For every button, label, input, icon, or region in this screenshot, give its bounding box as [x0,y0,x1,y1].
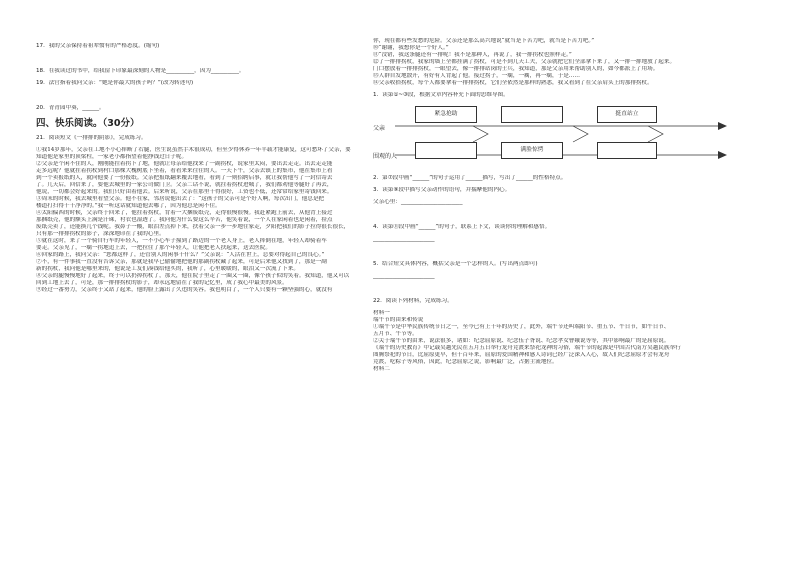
text-line [36,55,376,63]
text-line [373,211,761,219]
mind-map-diagram [373,104,733,170]
text-line: 1．读第①~③段，根据文章内容补充下面的思维导图。 [373,92,509,98]
text-line: 走多远呢？他就拄着拐杖到村口那棵大槐树底下坐着，看看来来往往的人。一天下午，父亲去镇上的集市，他在集市上看 [36,168,333,174]
text-line [373,285,761,293]
text-line: ⑬人群自发地散开，有好有人背起了他。接过拐子，一瘸，一瘸，再一瘸，于是…… [373,73,580,79]
text-line: ______________________ [373,236,435,242]
text-line: 门口摆放着一排排拐杖，一眼望去，像一排排站岗的士兵，我知道，那是父亲用来帮助别人的，如今都派上了用场。 [373,66,659,72]
text-line: ①端午节是中华民族传统节日之一，至今已有上千年的历史了，此外，端午节还叫端阳节、重五节、午日节，如午日节、 [373,324,670,330]
diagram-box-top-3[interactable]: 挺直站立 [597,106,657,123]
text-line: 新的拐杖，我问他是哪里来的，他说是工友们凑钱给他买的，我听了，心里暖暖的，眼泪又一次流了下来。 [36,266,299,272]
text-line: ⑧父亲的腿慢慢地好了起来，终于可以扔掉拐杖了，那天，他在院子里走了一圈又一圈，像个孩子似的笑着。我知道，他又可以 [36,273,350,279]
text-line: 了。几天后，回信来了，要他去城里的一家公司做门卫。父亲二话不说，就拄着拐杖进城了，我们都劝他等腿好了再去， [36,182,333,188]
text-line: 图腾祭祀的节日，比屈原更早，但千百年来，屈原的爱国精神和感人诗词已经广泛深入人心，故人们纪念屈原才会有龙舟 [373,352,670,358]
diagram-box-bottom-2[interactable]: 满脸惊愕 [501,142,563,159]
text-line: ⑭父亲收拾拐杖，每个人都要拿着一排排拐杖，它们全依然是那样的熟悉，我又看到了在父亲肩头上的那排拐杖。 [373,80,653,86]
text-line: 竞渡，吃粽子等风俗，因此，纪念屈原之说，影响最广泛，占据主流地位。 [373,359,558,365]
onlookers-label: 围观的人 [373,153,398,160]
father-label: 父亲 [373,125,386,132]
text-line: 父亲心里：______________________ [373,199,463,205]
text-line: 楼道打扫得干干净净的。”我一听这话就知道他去哪了，因为他总是闲不住。 [36,203,221,209]
right-column [373,38,761,373]
text-line: ⑫了一排排拐杖，我家的墙上全都挂满了拐杖，可是不到几天工夫，父亲就把它们全部拿下来了，又一排一排地放了起来。 [373,59,676,65]
text-line: 19．法官指着我问父亲：“她是你最大的孩子吗？”(改为转述句) [36,80,194,86]
text-line: 五月节、午节等。 [373,331,418,337]
left-column [36,38,376,294]
text-line: ⑩“谢谢，我想你是一个好人。” [373,45,449,51]
text-line [373,248,761,256]
text-line: 你，现在都有些发愁的危险。父亲还是那么高兴地说“就当是下苦力吧，就当是下苦力吧。” [373,38,595,44]
text-line: ⑤就在这时，来了一个骑自行车的年轻人，一不小心车子撞到了路边的一个老人身上，老人摔倒在地，年轻人却骑着车 [36,238,327,244]
text-line: 22．阅读下列材料，完成练习。 [373,298,453,304]
text-line [36,92,376,100]
diagram-box-bottom-1[interactable] [415,142,477,159]
text-line: ______________________ [373,273,435,279]
text-line: 知道他是家里的顶梁柱，一家老小都指望着他挣钱过日子呢。 [36,154,188,160]
section-heading: 四、快乐阅读。（30分） [36,118,140,129]
text-line: ⑥回家的路上，我问父亲：“您都这样了，还管别人的闲事干什么？”父亲说：“人活在世上，总要对得起自己的良心。” [36,252,325,258]
text-line: ⑨经过一番努力，父亲终于又站了起来，他的脸上露出了久违的笑容。我也明白了，一个人只要有一颗坚强的心，就没有 [36,287,333,293]
text-line: 那捆纸壳，他的额头上满是汗珠，衬衣也湿透了。我问他为什么要这么辛苦，他笑着说，一个人在家闲着也是闲着，捡点 [36,217,333,223]
text-line: 3．读第⑨段中描写父亲动作的语句，并揣摩他的内心。 [373,187,511,193]
text-line: 4．读第⑪段中画“______”的句子，联系上下文，谈谈你的理解和感悟。 [373,224,551,230]
text-line: 20．青青园中葵，______。 [36,105,105,111]
diagram-box-top-2[interactable] [501,106,563,123]
text-line: 要走。父亲见了，一瘸一拐地追上去，一把拉住了那个年轻人，让他把老人扶起来，送去医院。 [36,245,271,251]
text-line: 《端午的历史教育》中记载吴越先民在五月五日举行龙舟竞渡来祭祀龙神的习俗，端午节的起源是中国古代南方吴越民族举行 [373,345,681,351]
text-line: ②父亲是个闲不住的人，刚刚能拄着拐下了地，他就让母亲给他找来了一副拐杖，说家里太闷，要出去走走。出去走走能 [36,161,333,167]
text-line: ⑪“没错，我这条腿还有一排呢！我不是那种人，再说了，我一排拐杖也照样走。” [373,52,572,58]
text-line: 端午节的由来和传说 [373,317,424,323]
text-line: 只有那一排排拐杖的影子，深深地印在了我的心里。 [36,231,165,237]
diagram-box-bottom-3[interactable] [597,142,657,159]
text-line: 2．第⑦段中画“______”的句子运用了______描写，写出了______的性格特点。 [373,175,567,181]
text-line: ③周末的时候，我去城里看望父亲。他不在家，邻居说他出去了：“这孩子的父亲可是个好人啊，每次出门，他总是把 [36,196,325,202]
text-line: ②关于端午节的由来，说法很多，诸如：纪念屈原说、纪念伍子胥说、纪念孝女曹娥说等等，其中影响最广的是屈原说。 [373,338,670,344]
text-line: 回到工地上去了，可是，那一排排拐杖的影子，却永远地留在了我的记忆里，成了我心中最美的风景。 [36,280,288,286]
text-line: 21．阅读短文《一排排的阴影》，完成练习。 [36,135,147,141]
text-line: 材料二 [373,366,390,372]
text-line: ⑦不，有一件事我一直没有告诉父亲，那就是我早已偷偷地把他的那副拐杖藏了起来，可是后来他又找到了，那是一副 [36,259,327,265]
text-line: 他说，一切都会好起来的。我们只好由着他去。后来听说，父亲在那里干得很好，工资也不低，还常常给家里寄钱回来。 [36,189,333,195]
text-line: 5．结合短文具体内容，概括父亲是一个怎样的人。(写出两点即可) [373,261,538,267]
text-line: 到一个卖报纸的人，就向他要了一份报纸。父亲把报纸翻来覆去地看，看到了一则招聘启事，就让我帮他写了一封信寄去 [36,175,333,181]
text-line: 废纸壳卖了，还能换几个钱呢。我鼻子一酸，眼泪差点掉下来，扶着父亲一步一步地往家走，夕阳把我们的影子拉得很长很长， [36,224,350,230]
text-line: ①我14岁那年，父亲在工地不小心摔断了右腿，医生说虽然手术很成功，但至少得休养一年半载才能康复，这可愁坏了父亲，要 [36,147,351,153]
text-line: 材料一 [373,310,390,316]
text-line: ④太阳偏西的时候，父亲终于回来了，他拄着拐杖，背着一大捆废纸壳，走得很慢很慢。我赶紧跑上前去，从他背上接过 [36,210,333,216]
diagram-box-top-1[interactable]: 紧急抢助 [415,106,477,123]
text-line: 17．我的父亲保持着祖辈惯有的严格态度。(缩句) [36,43,160,49]
text-line: 18．在我读过的书中，给我留下印象最深刻的人物是__________，因为__________。 [36,68,245,74]
